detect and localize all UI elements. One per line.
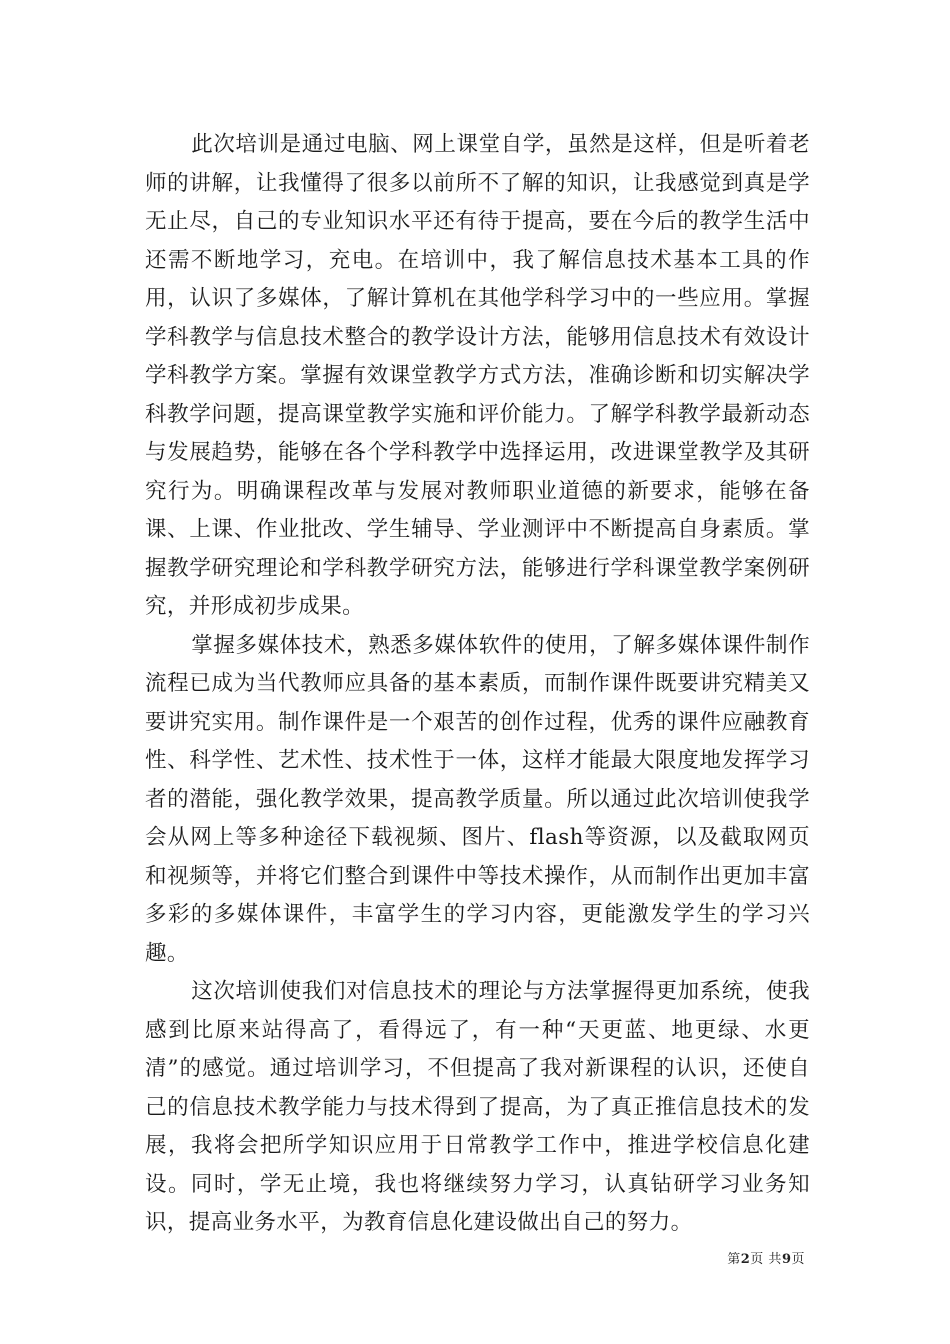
total-page-number: 9: [781, 1252, 792, 1267]
paragraph-3: 这次培训使我们对信息技术的理论与方法掌握得更加系统，使我感到比原来站得高了，看得远了，有一种“天更蓝、地更绿、水更清”的感觉。通过培训学习，不但提高了我对新课程的认识，还使自己的信息技术教学能力与技术得到了提高，为了真正推信息技术的发展，我将会把所学知识应用于日常教学工作中，推进学校信息化建设。同时，学无止境，我也将继续努力学习，认真钻研学习业务知识，提高业务水平，为教育信息化建设做出自己的努力。: [145, 979, 810, 1235]
paragraph-2: 掌握多媒体技术，熟悉多媒体软件的使用，了解多媒体课件制作流程已成为当代教师应具备的基本素质，而制作课件既要讲究精美又要讲究实用。制作课件是一个艰苦的创作过程，优秀的课件应融教育性、科学性、艺术性、技术性于一体，这样才能最大限度地发挥学习者的潜能，强化教学效果，提高教学质量。所以通过此次培训使我学会从网上等多种途径下载视频、图片、flash等资源，以及截取网页和视频等，并将它们整合到课件中等技术操作，从而制作出更加丰富多彩的多媒体课件，丰富学生的学习内容，更能激发学生的学习兴趣。: [145, 632, 810, 966]
paragraph-1: 此次培训是通过电脑、网上课堂自学，虽然是这样，但是听着老师的讲解，让我懂得了很多以前所不了解的知识，让我感觉到真是学无止尽，自己的专业知识水平还有待于提高，要在今后的教学生活中还需不断地学习，充电。在培训中，我了解信息技术基本工具的作用，认识了多媒体，了解计算机在其他学科学习中的一些应用。掌握学科教学与信息技术整合的教学设计方法，能够用信息技术有效设计学科教学方案。掌握有效课堂教学方式方法，准确诊断和切实解决学科教学问题，提高课堂教学实施和评价能力。了解学科教学最新动态与发展趋势，能够在各个学科教学中选择运用，改进课堂教学及其研究行为。明确课程改革与发展对教师职业道德的新要求，能够在备课、上课、作业批改、学生辅导、学业测评中不断提高自身素质。掌握教学研究理论和学科教学研究方法，能够进行学科课堂教学案例研究，并形成初步成果。: [145, 132, 810, 619]
footer-prefix: 第: [727, 1252, 741, 1267]
document-body: [145, 126, 810, 1243]
footer-middle: 页 共: [750, 1252, 782, 1267]
footer-suffix: 页: [791, 1252, 805, 1267]
page-number-footer: [727, 1248, 805, 1267]
current-page-number: 2: [740, 1252, 751, 1267]
